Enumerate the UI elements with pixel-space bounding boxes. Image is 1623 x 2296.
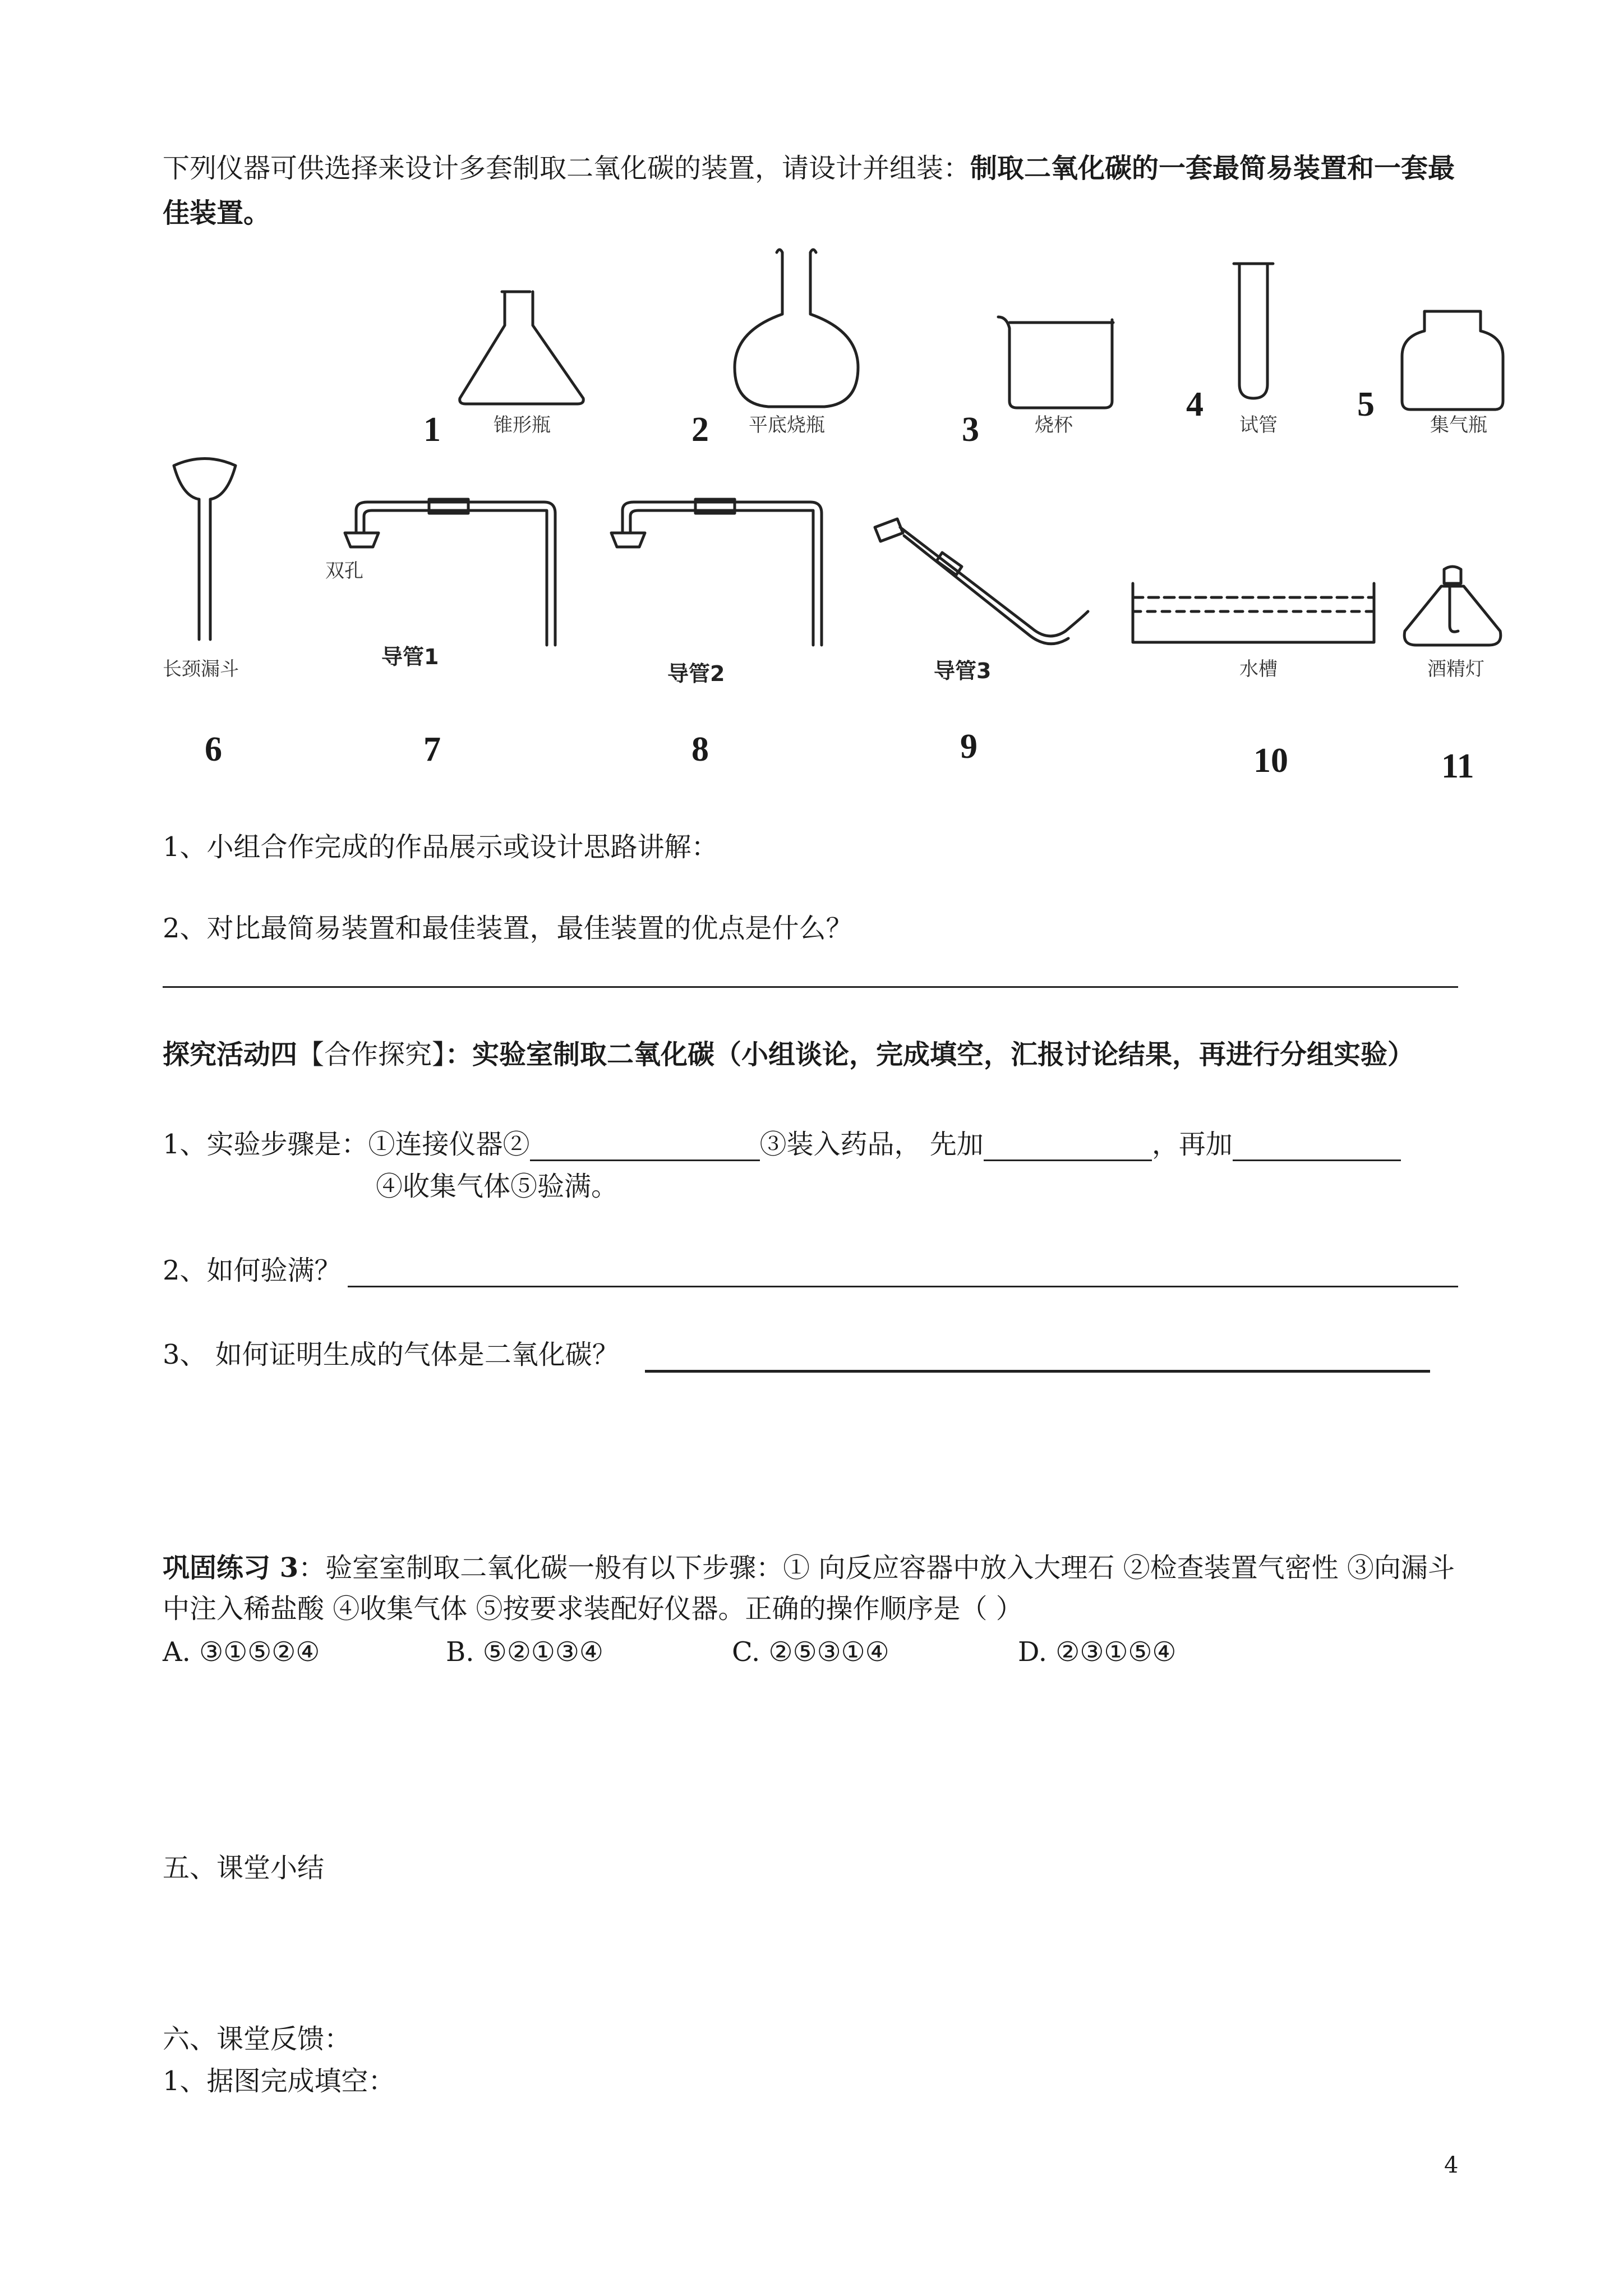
apparatus-num-6: 6 [205, 730, 222, 769]
intro-line-1 [163, 151, 1455, 185]
apparatus-num-11: 11 [1441, 747, 1474, 785]
delivery-tube-2-drawing [589, 488, 836, 651]
steps-load-reagents: ③装入药品， 先加 [759, 1129, 984, 1160]
steps-then-add: ，再加 [1151, 1129, 1233, 1160]
activity-4-tag: 【合作探究】 [297, 1039, 446, 1070]
intro-line-2: 佳装置。 [163, 197, 271, 229]
apparatus-label-7: 导管1 [381, 645, 439, 669]
practice-line-1 [163, 1551, 1455, 1585]
first-add-blank[interactable] [984, 1131, 1152, 1161]
intro-task-bold: 制取二氧化碳的一套最简易装置和一套最 [970, 153, 1455, 184]
answer-line-q2[interactable] [163, 986, 1458, 988]
apparatus-label-10: 水槽 [1239, 658, 1278, 680]
apparatus-sublabel-7: 双孔 [325, 560, 363, 582]
option-c[interactable]: C. ②⑤③①④ [732, 1636, 889, 1668]
answer-line-prove-co2[interactable] [645, 1370, 1430, 1373]
apparatus-label-4: 试管 [1239, 414, 1278, 436]
alcohol-lamp-drawing [1396, 564, 1509, 651]
apparatus-label-6: 长颈漏斗 [163, 658, 239, 680]
apparatus-num-2: 2 [691, 411, 709, 449]
question-2: 2、对比最简易装置和最佳装置，最佳装置的优点是什么？ [163, 913, 853, 944]
option-a[interactable]: A. ③①⑤②④ [163, 1636, 320, 1668]
answer-line-check-full[interactable] [348, 1286, 1458, 1287]
steps-line-1 [163, 1128, 1401, 1161]
activity-4-subtitle: ：实验室制取二氧化碳（小组谈论，完成填空，汇报讨论结果，再进行分组实验） [445, 1039, 1415, 1070]
question-check-full: 2、如何验满？ [163, 1255, 342, 1286]
practice-line-2: 中注入稀盐酸 ④收集气体 ⑤按要求装配好仪器。正确的操作顺序是（ ） [163, 1593, 1023, 1625]
section-5-heading: 五、课堂小结 [163, 1852, 325, 1884]
question-prove-co2: 3、 如何证明生成的气体是二氧化碳？ [163, 1339, 619, 1370]
practice-text-1: ：验室室制取二氧化碳一般有以下步骤：① 向反应容器中放入大理石 ②检查装置气密性 ③向漏斗 [298, 1552, 1455, 1584]
practice-label: 巩固练习 3 [163, 1552, 299, 1584]
section-6-question-1: 1、据图完成填空： [163, 2065, 395, 2097]
section-6-heading: 六、课堂反馈： [163, 2023, 352, 2055]
step-2-blank[interactable] [530, 1131, 760, 1161]
apparatus-label-3: 烧杯 [1035, 414, 1073, 436]
apparatus-label-11: 酒精灯 [1427, 658, 1484, 680]
apparatus-num-9: 9 [960, 728, 978, 766]
steps-line-2: ④收集气体⑤验满。 [376, 1171, 619, 1202]
apparatus-num-8: 8 [691, 730, 709, 769]
apparatus-label-5: 集气瓶 [1430, 414, 1487, 436]
apparatus-num-7: 7 [423, 730, 441, 769]
activity-4-heading [163, 1038, 1414, 1071]
water-trough-drawing [1127, 578, 1380, 651]
apparatus-label-2: 平底烧瓶 [749, 414, 825, 436]
gas-collecting-bottle-drawing [1391, 303, 1514, 415]
page-number: 4 [1444, 2152, 1459, 2178]
apparatus-num-4: 4 [1186, 385, 1204, 424]
delivery-tube-3-drawing [864, 505, 1099, 651]
steps-prefix: 1、实验步骤是：①连接仪器② [163, 1129, 530, 1160]
apparatus-num-1: 1 [423, 411, 441, 449]
activity-4-title: 探究活动四 [163, 1039, 298, 1070]
question-1: 1、小组合作完成的作品展示或设计思路讲解： [163, 831, 718, 863]
intro-text: 下列仪器可供选择来设计多套制取二氧化碳的装置，请设计并组装： [163, 153, 971, 184]
apparatus-num-5: 5 [1357, 385, 1375, 424]
then-add-blank[interactable] [1233, 1131, 1401, 1161]
apparatus-num-3: 3 [962, 411, 979, 449]
apparatus-label-9: 导管3 [934, 659, 992, 683]
option-d[interactable]: D. ②③①⑤④ [1018, 1636, 1177, 1668]
apparatus-label-1: 锥形瓶 [494, 414, 551, 436]
conical-flask-drawing [449, 286, 594, 409]
flat-bottom-flask-drawing [723, 247, 869, 409]
option-b[interactable]: B. ⑤②①③④ [446, 1636, 603, 1668]
apparatus-num-10: 10 [1253, 742, 1288, 780]
apparatus-label-8: 导管2 [667, 661, 725, 686]
beaker-drawing [995, 311, 1124, 412]
long-neck-funnel-drawing [163, 454, 247, 645]
test-tube-drawing [1225, 258, 1281, 404]
